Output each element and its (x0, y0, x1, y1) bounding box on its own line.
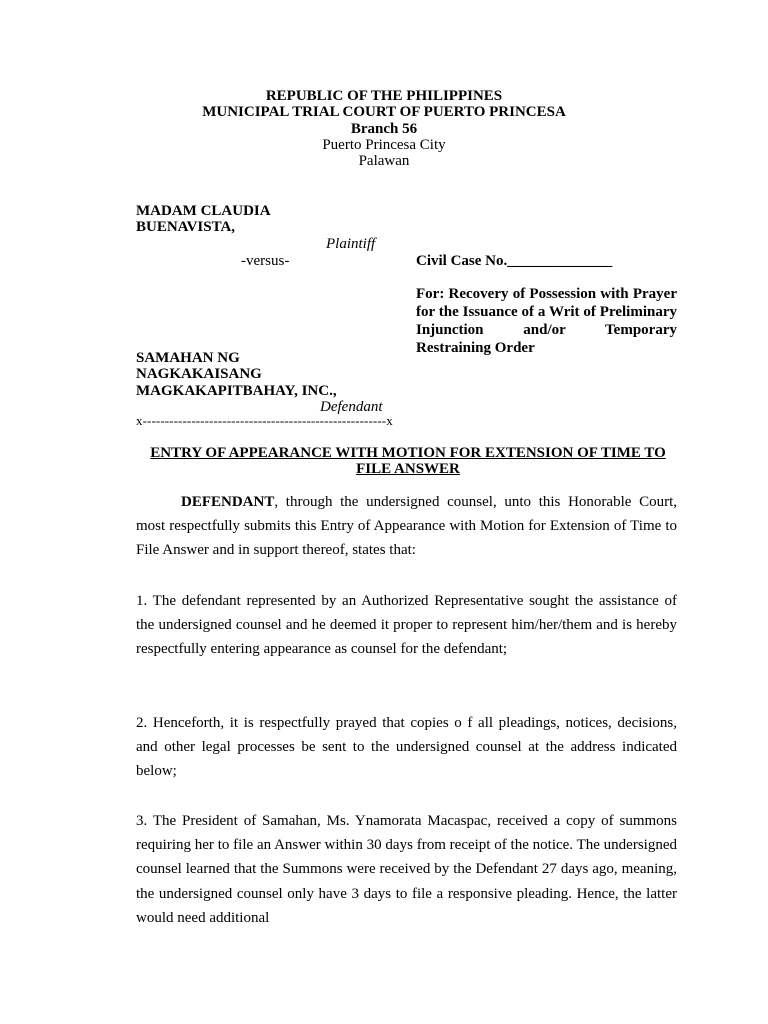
document-title: ENTRY OF APPEARANCE WITH MOTION FOR EXTENSION OF TIME TO FILE ANSWER (150, 445, 666, 477)
caption-republic: REPUBLIC OF THE PHILIPPINES (265, 88, 503, 104)
paragraph-2: 2. Henceforth, it is respectfully prayed that copies o f all pleadings, notices, decisions, and other legal processes be sent to the undersigned counsel at the address indicated below; (136, 715, 677, 780)
plaintiff-name-line2: BUENAVISTA, (136, 219, 236, 235)
defendant-name-line3: MAGKAKAPITBAHAY, INC., (136, 383, 337, 399)
caption-separator: x-------------------------------------------------------x (136, 413, 393, 428)
versus-label: -versus- (241, 253, 290, 269)
caption-province: Palawan (358, 153, 410, 169)
caption-branch: Branch 56 (350, 121, 418, 137)
intro-rest: , through the undersigned counsel, unto this Honorable Court, most respectfully submits this Entry of Appearance with Motion for Extension of Time to File Answer and in support thereof, states that: (136, 494, 677, 559)
plaintiff-name-line1: MADAM CLAUDIA (136, 203, 271, 219)
civil-case-number: Civil Case No.______________ (416, 253, 613, 269)
intro-lead: DEFENDANT (181, 494, 275, 510)
defendant-name-line1: SAMAHAN NG (136, 350, 240, 366)
case-nature: For: Recovery of Possession with Prayer for the Issuance of a Writ of Preliminary Injunction and/or Temporary Restraining Order (416, 286, 677, 356)
paragraph-1: 1. The defendant represented by an Authorized Representative sought the assistance of the undersigned counsel and he deemed it proper to represent him/her/them and is hereby respectfully entering appearance as counsel for the defendant; (136, 593, 677, 658)
defendant-name-line2: NAGKAKAISANG (136, 366, 262, 382)
defendant-role: Defendant (320, 399, 383, 415)
caption-court: MUNICIPAL TRIAL COURT OF PUERTO PRINCESA (202, 104, 566, 120)
plaintiff-role: Plaintiff (326, 236, 376, 252)
paragraph-3: 3. The President of Samahan, Ms. Ynamorata Macaspac, received a copy of summons requiring her to file an Answer within 30 days from receipt of the notice. The undersigned counsel learned that the Summons were received by the Defendant 27 days ago, meaning, the undersigned counsel only have 3 days to file a responsive pleading. Hence, the latter would need additional (136, 813, 677, 926)
caption-city: Puerto Princesa City (322, 137, 446, 153)
intro-paragraph (136, 490, 677, 563)
